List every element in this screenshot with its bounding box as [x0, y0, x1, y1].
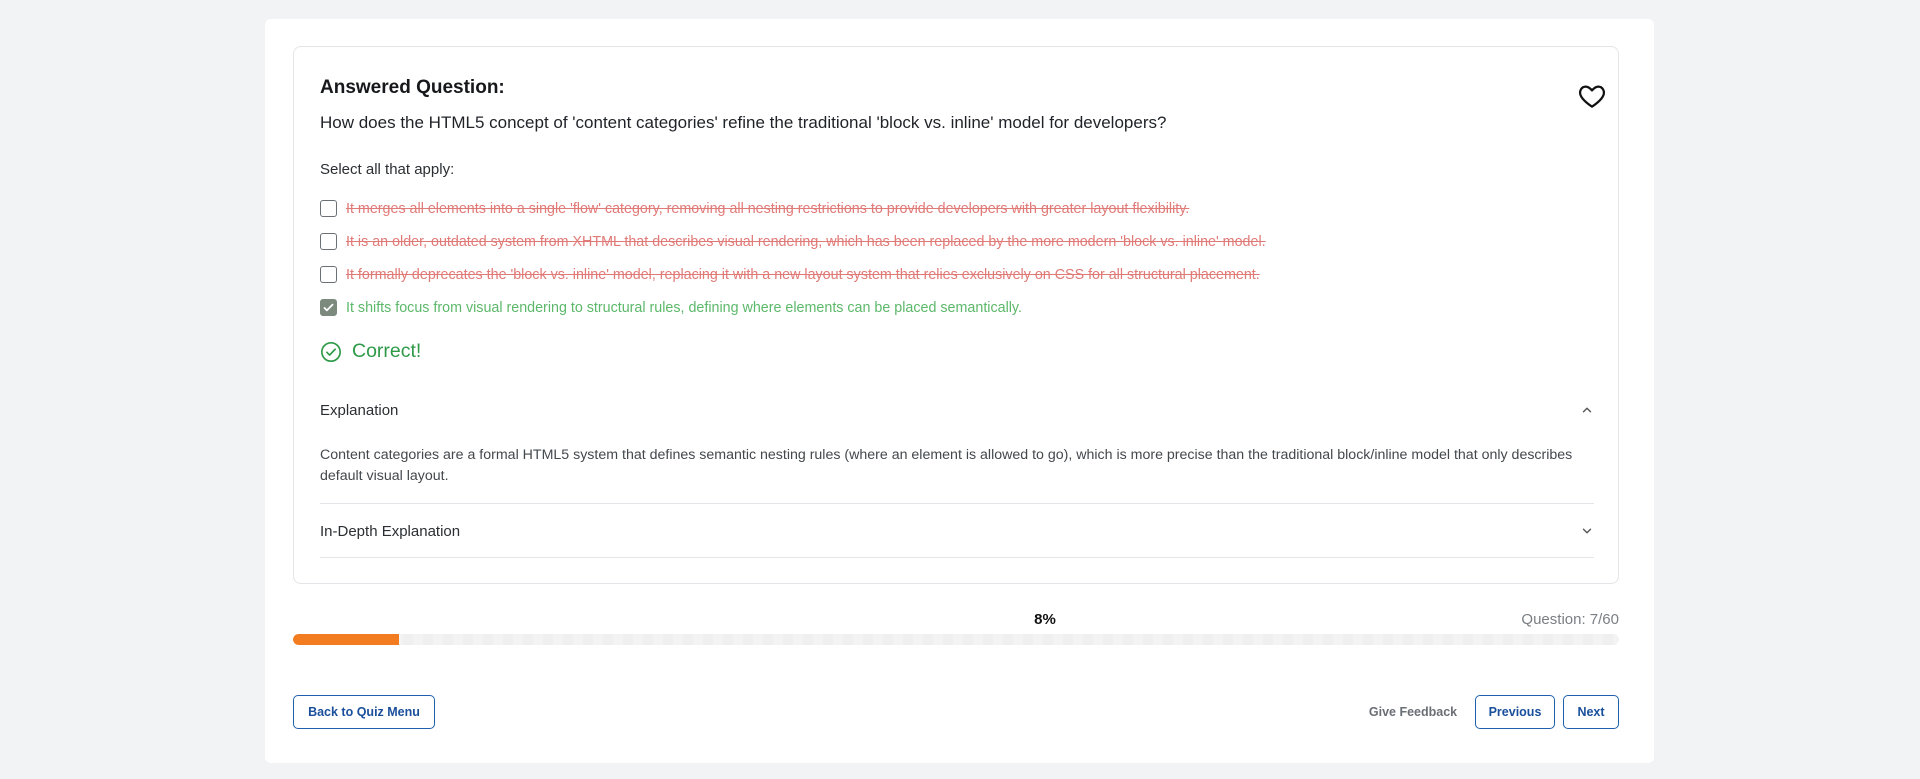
favorite-heart-icon[interactable] [1577, 81, 1607, 111]
chevron-down-icon [1580, 524, 1594, 538]
question-text: How does the HTML5 concept of 'content categories' refine the traditional 'block vs. inline' model for developers? [320, 113, 1167, 132]
progress-percent: 8% [1034, 611, 1056, 628]
answer-option-label: It merges all elements into a single 'flow' category, removing all nesting restrictions to provide developers with greater layout flexibility. [346, 200, 1190, 217]
explanation-body: Content categories are a formal HTML5 system that defines semantic nesting rules (where an element is allowed to go), which is more precise than the traditional block/inline model that only describes default visual layout. [320, 447, 1573, 484]
answer-option[interactable] [320, 266, 1260, 283]
divider [320, 503, 1594, 504]
checkmark-icon [322, 301, 335, 314]
in-depth-accordion-header[interactable] [320, 516, 1594, 546]
answer-option-label: It is an older, outdated system from XHTML that describes visual rendering, which has been replaced by the more modern 'block vs. inline' model. [346, 233, 1266, 250]
answer-option[interactable] [320, 299, 1022, 316]
check-circle-icon [320, 341, 342, 363]
back-to-quiz-menu-button[interactable]: Back to Quiz Menu [293, 695, 435, 729]
answer-option[interactable] [320, 233, 1266, 250]
result-indicator [320, 340, 421, 363]
checkbox[interactable] [320, 233, 337, 250]
instruction-text: Select all that apply: [320, 161, 455, 178]
checkbox-checked[interactable] [320, 299, 337, 316]
divider [320, 557, 1594, 558]
answer-option[interactable] [320, 200, 1189, 217]
result-text: Correct! [352, 340, 422, 362]
checkbox[interactable] [320, 200, 337, 217]
card-title: Answered Question: [320, 77, 505, 98]
explanation-label: Explanation [320, 401, 399, 419]
previous-button[interactable]: Previous [1475, 695, 1555, 729]
give-feedback-link[interactable]: Give Feedback [1368, 705, 1458, 719]
question-card [293, 46, 1619, 584]
answer-option-label: It shifts focus from visual rendering to structural rules, defining where elements can be placed semantically. [346, 299, 1022, 316]
progress-bar [293, 634, 1619, 645]
explanation-accordion-header[interactable] [320, 395, 1594, 425]
quiz-container [265, 19, 1654, 763]
chevron-up-icon [1580, 403, 1594, 417]
next-button[interactable]: Next [1563, 695, 1619, 729]
answer-option-label: It formally deprecates the 'block vs. inline' model, replacing it with a new layout system that relies exclusively on CSS for all structural placement. [346, 266, 1260, 283]
checkbox[interactable] [320, 266, 337, 283]
question-counter: Question: 7/60 [1521, 611, 1619, 628]
in-depth-label: In-Depth Explanation [320, 522, 461, 540]
progress-bar-fill [293, 634, 399, 645]
